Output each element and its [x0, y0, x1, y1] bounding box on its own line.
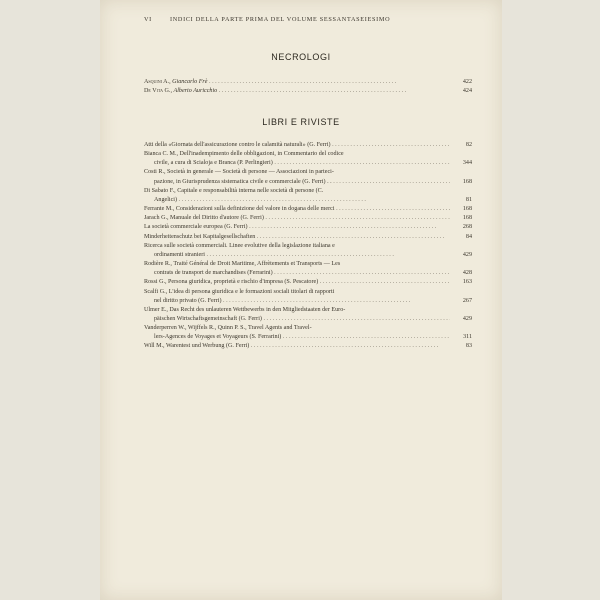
libro-entry	[144, 278, 472, 287]
page-number: VI	[144, 16, 152, 23]
entry-page-number: 168	[462, 178, 472, 185]
section-title-necrologi: NECROLOGI	[271, 52, 331, 62]
entry-text: Will M., Warentest und Werbung (G. Ferri) . . .	[144, 342, 450, 351]
entry-text: Atti della «Giornata dell'assicurazione contro le calamità naturali» (G. Ferri) . . .	[144, 141, 450, 150]
entry-page-number: 344	[462, 160, 472, 167]
entry-author: Asquini A.,	[144, 79, 173, 85]
entry-work: Alberto Auricchio	[173, 88, 218, 95]
document-page	[100, 0, 502, 600]
entry-text-continuation: lers-Agences de Voyages et Voyageurs (S. Ferrarini) . . .	[144, 333, 450, 342]
libro-entry	[144, 342, 472, 351]
entry-text-continuation: civile, a cura di Scialoja e Branca (P. Perlingieri) . . .	[144, 159, 450, 168]
entry-page-number: 429	[462, 315, 472, 322]
entry-text: Bianca C. M., Dell'inadempimento delle obbligazioni, in Commentario del codice	[144, 151, 344, 158]
entry-page-number: 81	[465, 196, 472, 203]
entry-page-number: 268	[462, 224, 472, 231]
entry-page-number: 311	[463, 334, 472, 341]
entry-text: Ferrante M., Considerazioni sulla definizione del valore in dogana delle merci . . .	[144, 205, 450, 214]
entry-page-number: 168	[462, 215, 472, 222]
entry-text-continuation: päischen Wirtschaftsgemeinschaft (G. Ferri) . . .	[144, 315, 450, 324]
entry-text: Scalfi G., L'idea di persona giuridica e le formazioni sociali titolari di rapporti	[144, 288, 335, 295]
entry-text	[144, 78, 450, 87]
libro-entry	[144, 223, 472, 232]
section-title-libri-e-riviste: LIBRI E RIVISTE	[262, 117, 340, 127]
necrologi-list	[144, 78, 472, 96]
entry-text: Rossi G., Persona giuridica, proprietà e rischio d'impresa (S. Pescatore) . . .	[144, 278, 450, 287]
libro-entry	[144, 306, 472, 324]
libro-entry	[144, 242, 472, 260]
libro-entry	[144, 150, 472, 168]
running-head-title: INDICI DELLA PARTE PRIMA DEL VOLUME SESSANTASEIESIMO	[170, 16, 391, 23]
libro-entry	[144, 141, 472, 150]
entry-work: Giancarlo Frè	[172, 79, 208, 85]
entry-page-number: 428	[462, 270, 472, 277]
entry-page-number: 163	[462, 279, 472, 286]
libro-entry	[144, 288, 472, 306]
entry-page-number: 267	[462, 297, 472, 304]
libro-entry	[144, 324, 472, 342]
libro-entry	[144, 187, 472, 205]
entry-text: Costi R., Società in generale — Società di persone — Associazioni in parteci-	[144, 169, 334, 176]
entry-author: De Vita G.,	[144, 88, 174, 95]
entry-page-number: 82	[465, 142, 472, 148]
entry-page-number: 168	[462, 206, 472, 213]
entry-page-number: 83	[465, 343, 472, 350]
libro-entry	[144, 260, 472, 278]
entry-page-number: 422	[462, 79, 472, 85]
entry-text-continuation: Angelici) . . .	[144, 196, 450, 205]
entry-text	[144, 87, 450, 96]
libro-entry	[144, 233, 472, 242]
necrologio-entry	[144, 78, 472, 87]
entry-text: Ulmer E., Das Recht des unlauteren Wettbewerbs in den Mitgliedstaaten der Euro-	[144, 306, 346, 313]
entry-text: La società commerciale europea (G. Ferri) . . .	[144, 223, 450, 232]
libro-entry	[144, 214, 472, 223]
entry-page-number: 84	[465, 233, 472, 240]
entry-page-number: 429	[462, 251, 472, 258]
entry-text: Minderheitenschutz bei Kapitalgesellschaften . . .	[144, 233, 450, 242]
entry-text-continuation: contrats de transport de marchandises (Ferrarini) . . .	[144, 269, 450, 278]
libri-e-riviste-list	[144, 141, 472, 352]
entry-text: Rodière R., Traité Général de Droit Maritime, Affrètements et Transports — Les	[144, 261, 341, 268]
necrologio-entry	[144, 87, 472, 96]
entry-text: Vanderperren W., Wijffels R., Quinn P. S., Travel Agents and Travel-	[144, 325, 312, 332]
entry-text-continuation: nel diritto privato (G. Ferri) . . .	[144, 297, 450, 306]
entry-text-continuation: pazione, in Giurisprudenza sistematica civile e commerciale (G. Ferri) . . . . .	[144, 178, 450, 187]
libro-entry	[144, 168, 472, 186]
entry-text: Jarach G., Manuale del Diritto d'autore (G. Ferri) . . .	[144, 214, 450, 223]
entry-text: Di Sabato F., Capitale e responsabilità interna nelle società di persone (C.	[144, 187, 324, 194]
entry-text: Ricerca sulle società commerciali. Linee evolutive della legislazione italiana e	[144, 242, 335, 249]
entry-text-continuation: ordinamenti stranieri . . .	[144, 251, 450, 260]
libro-entry	[144, 205, 472, 214]
entry-page-number: 424	[462, 88, 472, 95]
